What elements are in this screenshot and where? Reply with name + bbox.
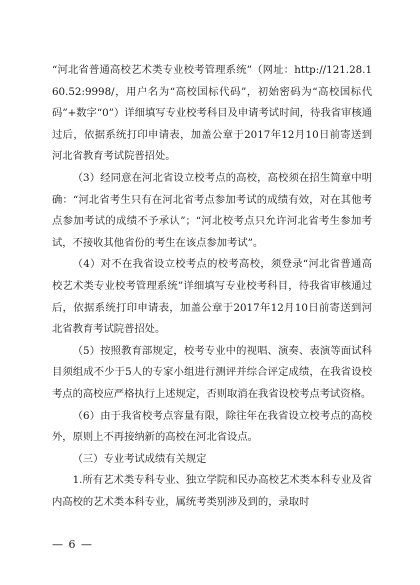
paragraph-5: （6）由于我省校考点容量有限，除往年在我省设立校考点的高校外，原则上不再接纳新的高校在河北省设点。	[52, 409, 372, 444]
document-body	[52, 60, 372, 513]
paragraph-4: （5）按照教育部规定，校考专业中的视唱、演奏、表演等面试科目须组成不少于5人的专家小组进行测评并综合评定成绩，在我省设校考点的高校应严格执行上述规定，否则取消在我省设校考点考试资格。	[52, 344, 372, 400]
paragraph-3: （4）对不在我省设立校考点的校考高校，须登录“河北省普通高校艺术类专业校考管理系统”详细填写专业校考科目，待我省审核通过后，依据系统打印申请表，加盖公章于2017年12月10日前寄送到河北省教育考试院普招处。	[52, 258, 372, 336]
paragraph-2: （3）经同意在河北省设立校考点的高校，高校须在招生简章中明确：“河北省考生只有在河北省考点参加考试的成绩有效，对在其他考点参加考试的成绩不予承认”；“河北校考点只允许河北省考生参加考试，不接收其他省份的考生在该点参加考试”。	[52, 171, 372, 249]
paragraph-6: 1.所有艺术类专科专业、独立学院和民办高校艺术类本科专业及省内高校的艺术类本科专业，属统考类别涉及到的，录取时	[52, 474, 372, 508]
paragraph-1: “河北省普通高校艺术类专业校考管理系统”（网址：http://121.28.160.52:9998/，用户名为“高校国标代码”，初始密码为“高校国标代码”+数字“0”）详细填写专业校考科目及申请考试时间，待我省审核通过后，依据系统打印申请表，加盖公章于2017年12月10日前寄送到河北省教育考试院普招处。	[52, 64, 372, 163]
section-heading: （三）专业考试成绩有关规定	[72, 452, 207, 465]
page-number: — 6 —	[52, 538, 93, 551]
